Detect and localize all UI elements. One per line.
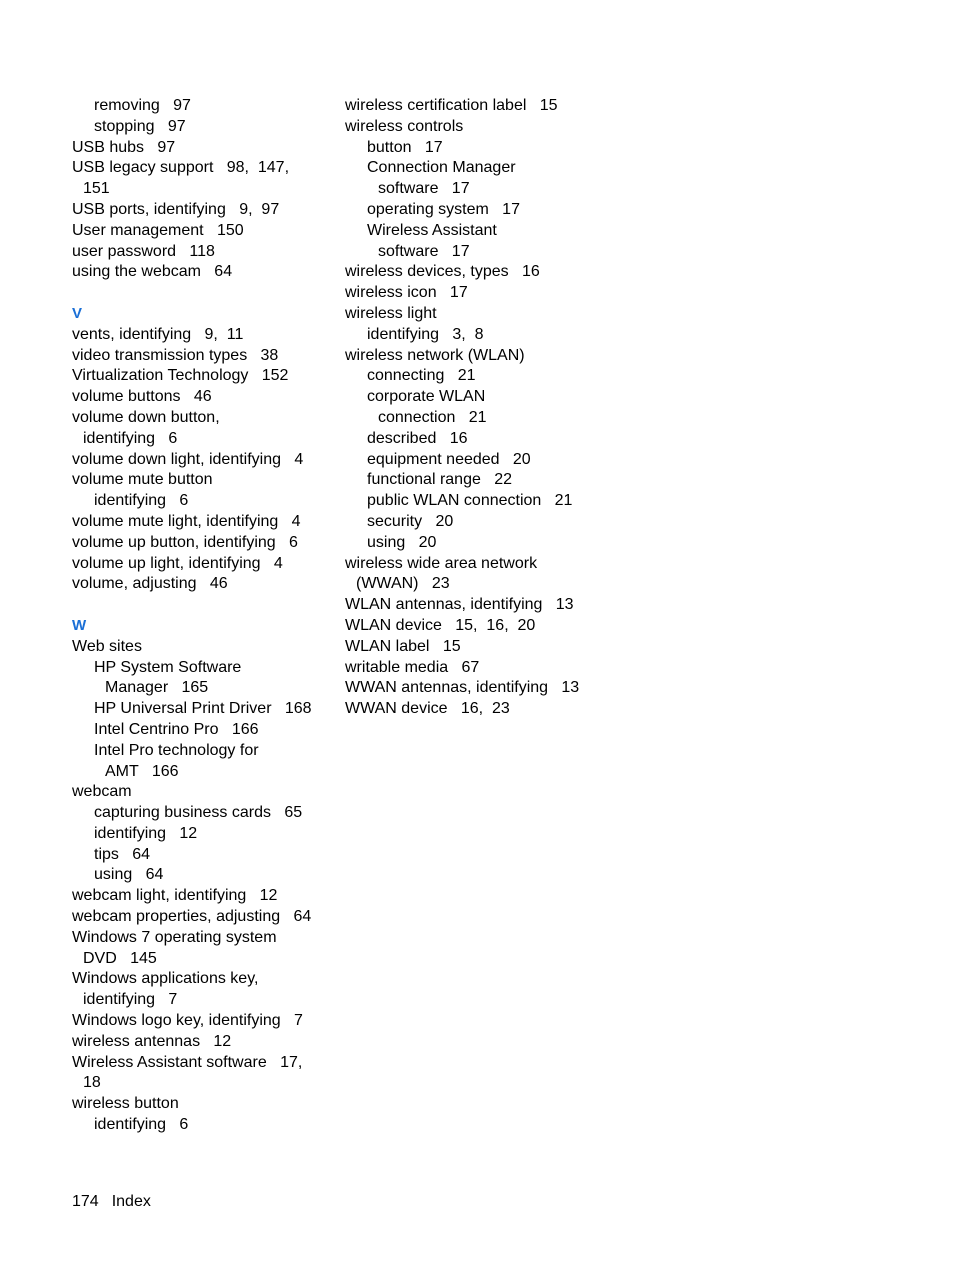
index-entry: wireless icon 17 [345,284,468,302]
index-subentry: button 17 [367,138,443,156]
index-entry: USB hubs 97 [72,138,176,156]
index-subentry: described 16 [367,429,468,447]
index-column-left [72,96,334,1136]
index-entry: webcam light, identifying 12 [72,887,278,905]
index-letter-heading: W [72,616,87,634]
index-entry: using the webcam 64 [72,263,233,281]
index-entry: wireless devices, types 16 [345,263,540,281]
index-entry: WLAN antennas, identifying 13 [345,596,574,614]
index-entry-continuation: identifying 6 [83,429,178,447]
index-subentry: HP System Software [94,658,242,676]
index-entry-continuation: 151 [83,180,110,198]
index-entry: Wireless Assistant software 17, [72,1053,303,1071]
index-entry: wireless button [72,1095,179,1113]
index-entry: user password 118 [72,242,215,260]
index-entry-continuation: Manager 165 [105,679,209,697]
index-subentry: using 20 [367,533,437,551]
page-number: 174 [72,1193,99,1210]
index-entry: USB ports, identifying 9, 97 [72,200,280,218]
index-subentry: security 20 [367,512,454,530]
page-footer [72,1192,164,1212]
index-subentry: HP Universal Print Driver 168 [94,700,312,718]
index-entry: wireless network (WLAN) [345,346,525,364]
index-subentry: stopping 97 [94,117,186,135]
index-subentry: Intel Centrino Pro 166 [94,720,259,738]
index-entry: volume buttons 46 [72,388,212,406]
index-entry: wireless antennas 12 [72,1032,232,1050]
index-entry-continuation: 18 [83,1074,101,1092]
index-entry-continuation: software 17 [378,180,470,198]
index-entry: volume down button, [72,408,220,426]
index-entry: webcam properties, adjusting 64 [72,908,312,926]
index-subentry: corporate WLAN [367,388,486,406]
index-subentry: Connection Manager [367,159,516,177]
index-entry: User management 150 [72,221,244,239]
index-subentry: connecting 21 [367,367,476,385]
index-entry: Windows logo key, identifying 7 [72,1012,303,1030]
index-entry: volume mute light, identifying 4 [72,512,301,530]
index-entry: WLAN device 15, 16, 20 [345,616,536,634]
index-subentry: tips 64 [94,845,151,863]
index-entry: volume down light, identifying 4 [72,450,304,468]
index-entry: wireless light [345,304,437,322]
index-subentry: using 64 [94,866,164,884]
index-subentry: Intel Pro technology for [94,741,259,759]
index-entry: volume, adjusting 46 [72,575,228,593]
index-entry: webcam [72,783,132,801]
index-entry: Virtualization Technology 152 [72,367,289,385]
index-entry: WWAN device 16, 23 [345,700,510,718]
index-entry: volume up light, identifying 4 [72,554,283,572]
index-entry-continuation: identifying 7 [83,991,178,1009]
index-entry-continuation: (WWAN) 23 [356,575,450,593]
index-entry: writable media 67 [345,658,480,676]
index-entry-continuation: AMT 166 [105,762,179,780]
index-entry: USB legacy support 98, 147, [72,159,290,177]
index-entry: wireless wide area network [345,554,538,572]
index-column-right [345,96,645,720]
index-entry: Windows 7 operating system [72,928,277,946]
index-entry-continuation: connection 21 [378,408,487,426]
index-entry: volume mute button [72,471,213,489]
index-letter-heading: V [72,304,83,322]
index-entry: WLAN label 15 [345,637,461,655]
index-entry: WWAN antennas, identifying 13 [345,679,580,697]
index-entry-continuation: software 17 [378,242,470,260]
index-entry: video transmission types 38 [72,346,279,364]
index-entry: vents, identifying 9, 11 [72,325,244,343]
index-subentry: identifying 3, 8 [367,325,484,343]
index-entry: wireless controls [345,117,464,135]
index-subentry: operating system 17 [367,200,520,218]
index-subentry: public WLAN connection 21 [367,492,573,510]
index-entry-continuation: DVD 145 [83,949,157,967]
index-entry: Windows applications key, [72,970,259,988]
footer-section-title: Index [111,1193,151,1210]
index-entry: wireless certification label 15 [345,97,558,114]
index-subentry: identifying 6 [94,492,189,510]
index-subentry: identifying 6 [94,1116,189,1134]
index-entry: Web sites [72,637,142,655]
index-subentry: equipment needed 20 [367,450,531,468]
index-subentry: functional range 22 [367,471,512,489]
index-subentry: identifying 12 [94,824,198,842]
index-subentry: removing 97 [94,97,191,114]
index-subentry: capturing business cards 65 [94,804,303,822]
index-subentry: Wireless Assistant [367,221,497,239]
index-entry: volume up button, identifying 6 [72,533,298,551]
